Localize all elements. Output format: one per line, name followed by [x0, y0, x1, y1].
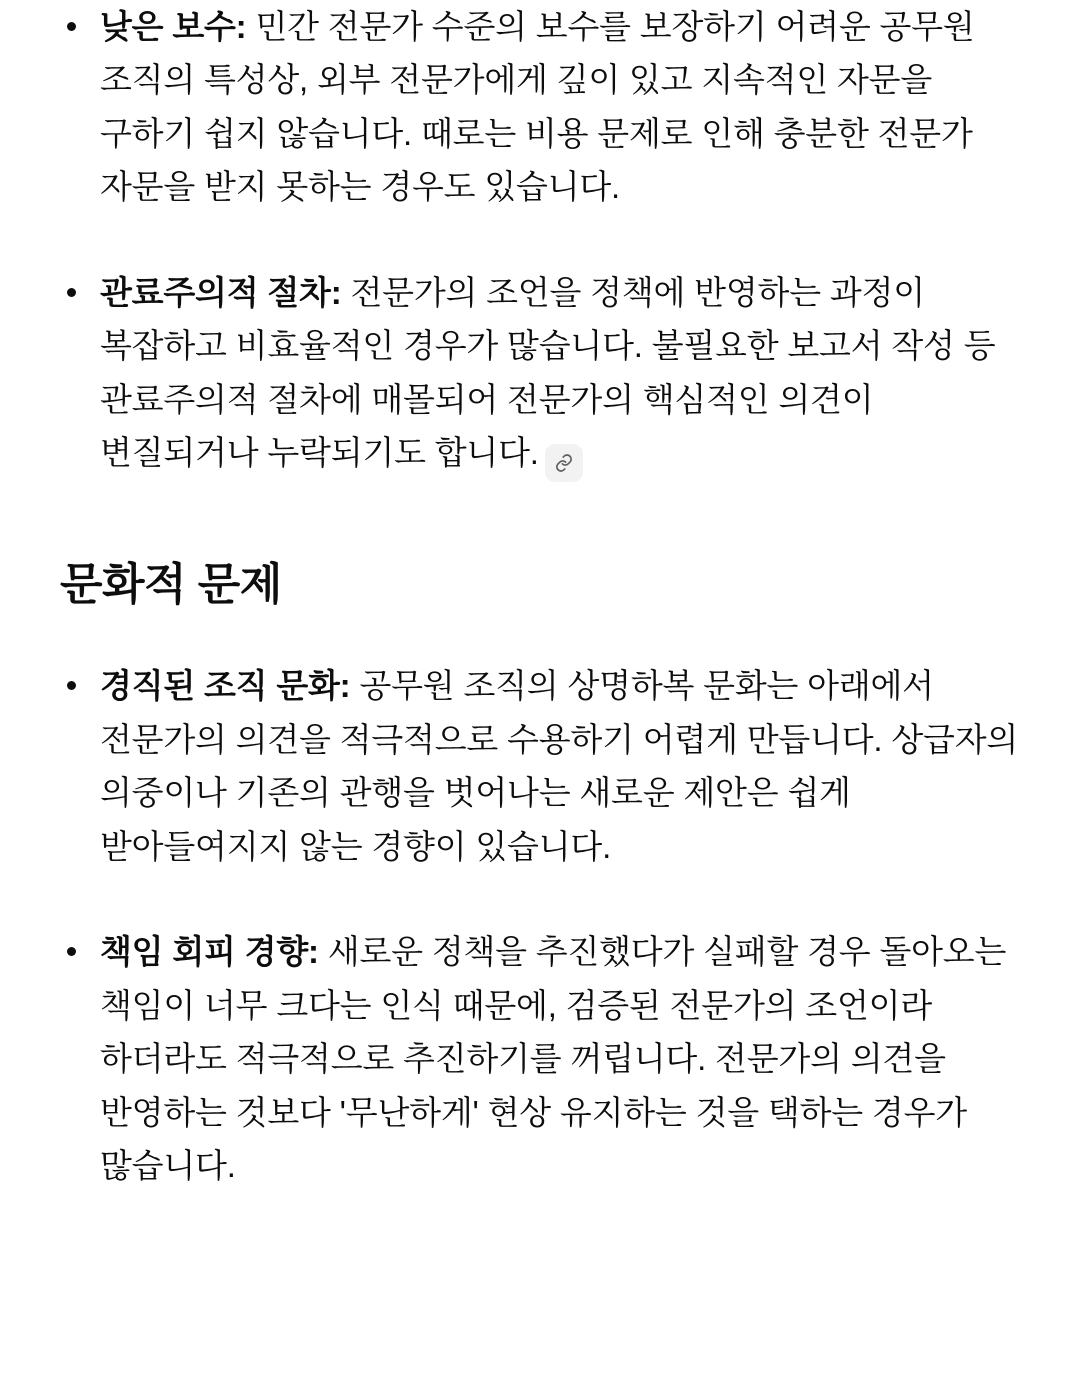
bullet-list-structural-issues [40, 0, 1020, 482]
list-item-text: 공무원 조직의 상명하복 문화는 아래에서 전문가의 의견을 적극적으로 수용하기 어렵게 만듭니다. 상급자의 의중이나 기존의 관행을 벗어나는 새로운 제안은 쉽게 받아들여지지 않는 경향이 있습니다. [100, 667, 1019, 865]
list-item [40, 266, 1020, 482]
list-item [40, 925, 1020, 1192]
list-item-text: 새로운 정책을 추진했다가 실패할 경우 돌아오는 책임이 너무 크다는 인식 때문에, 검증된 전문가의 조언이라 하더라도 적극적으로 추진하기를 꺼립니다. 전문가의 의견을 반영하는 것보다 '무난하게' 현상 유지하는 것을 택하는 경우가 많습니다. [100, 933, 1007, 1184]
list-item [40, 659, 1020, 873]
list-item [40, 0, 1020, 214]
list-item-term: 책임 회피 경향: [100, 933, 319, 971]
bullet-list-cultural-issues [40, 659, 1020, 1192]
list-item-text: 전문가의 조언을 정책에 반영하는 과정이 복잡하고 비효율적인 경우가 많습니다. 불필요한 보고서 작성 등 관료주의적 절차에 매몰되어 전문가의 핵심적인 의견이 변질되거나 누락되기도 합니다. [100, 273, 996, 472]
link-icon[interactable] [545, 444, 583, 482]
section-heading-cultural: 문화적 문제 [60, 560, 282, 610]
list-item-text: 민간 전문가 수준의 보수를 보장하기 어려운 공무원 조직의 특성상, 외부 전문가에게 깊이 있고 지속적인 자문을 구하기 쉽지 않습니다. 때로는 비용 문제로 인해 충분한 전문가 자문을 받지 못하는 경우도 있습니다. [100, 8, 975, 206]
list-item-term: 낮은 보수: [100, 8, 247, 45]
list-item-term: 관료주의적 절차: [100, 273, 342, 311]
list-item-term: 경직된 조직 문화: [100, 667, 351, 705]
